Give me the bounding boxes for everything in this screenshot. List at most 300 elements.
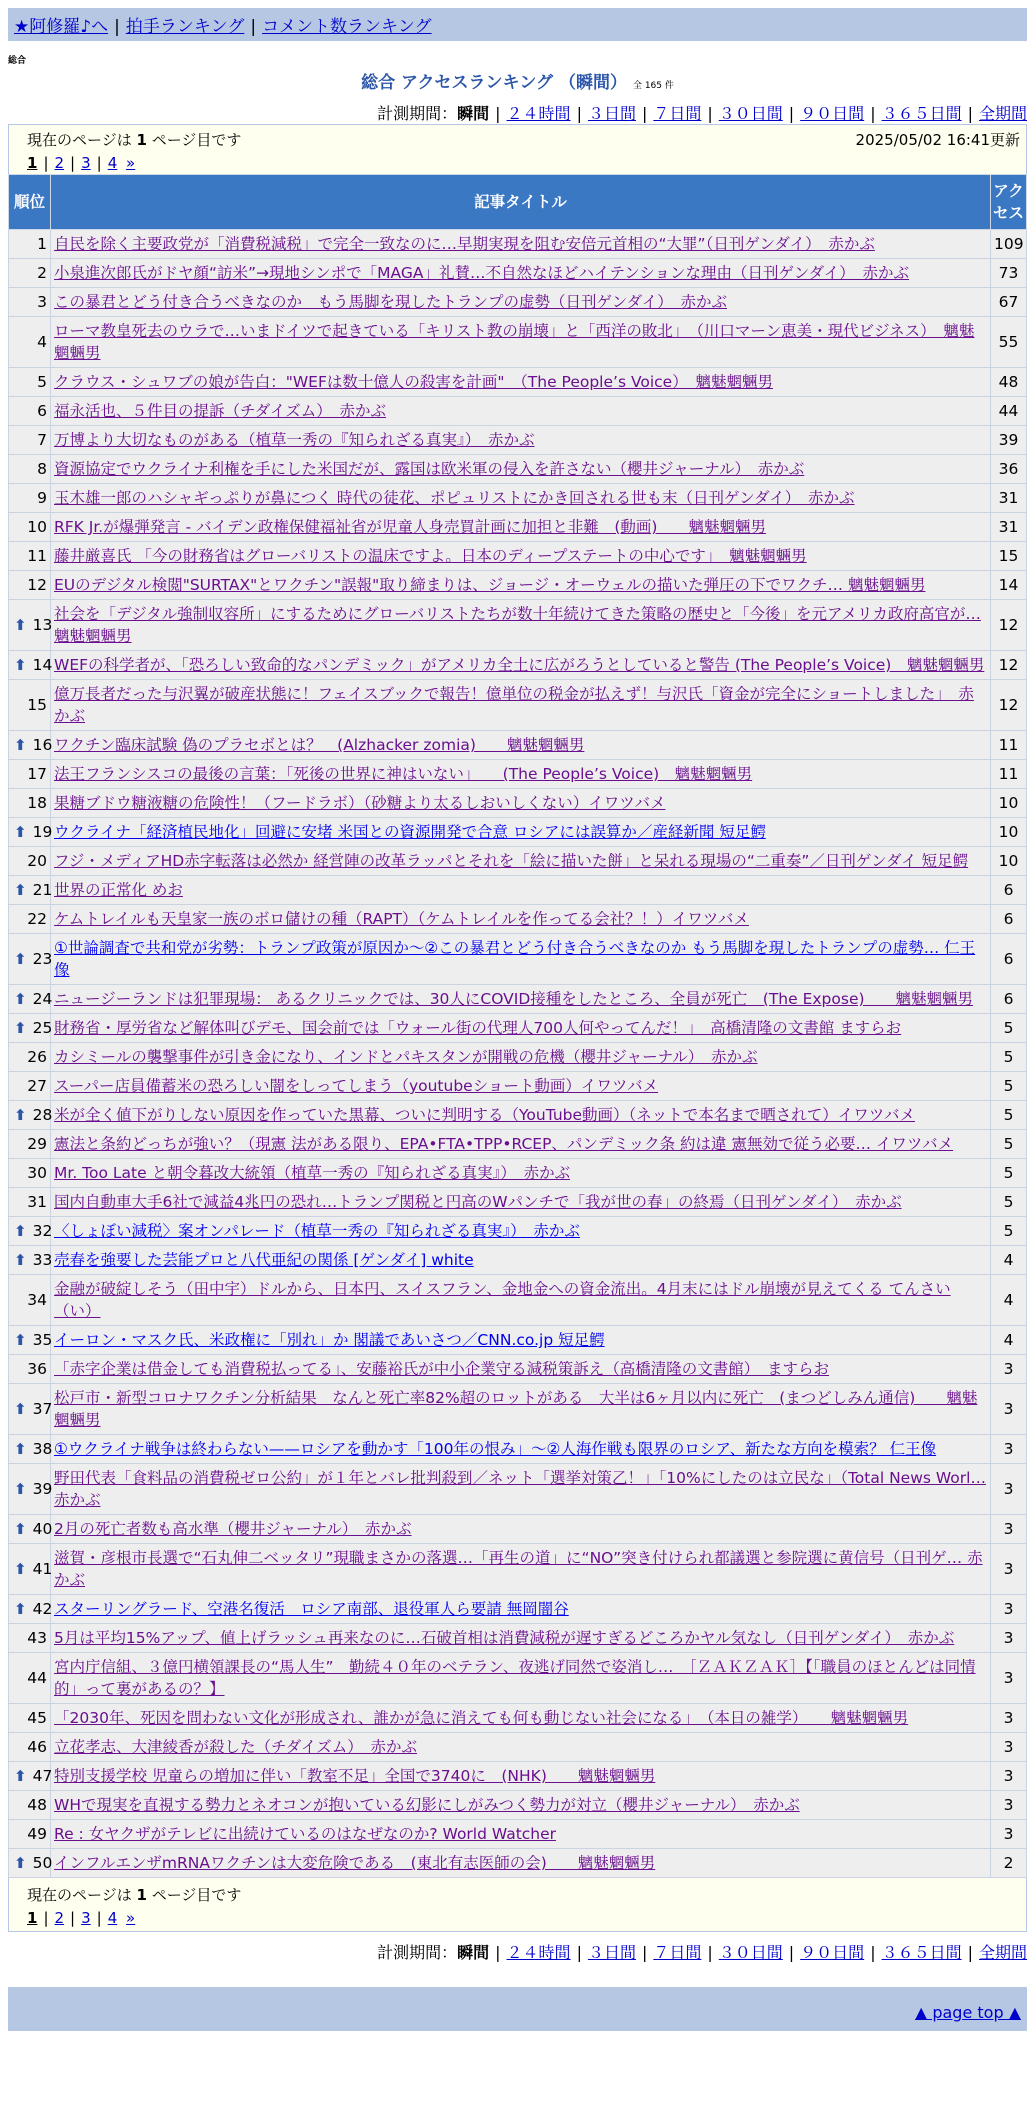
article-link[interactable]: 野田代表「食料品の消費税ゼロ公約」が１年とバレ批判殺到／ネット「選挙対策乙！」「10%にしたのは立民な」（Total News Worl… 赤かぶ: [54, 1469, 986, 1509]
table-row: [9, 1515, 1027, 1544]
table-row: [9, 1014, 1027, 1043]
rank-cell: [9, 1595, 51, 1624]
rank-cell: [9, 818, 51, 847]
ranking-heading: [8, 68, 1027, 93]
access-count: 14: [991, 571, 1027, 600]
rank-cell: [9, 1820, 51, 1849]
access-count: 3: [991, 1653, 1027, 1704]
page-links-bottom: [27, 1909, 1020, 1927]
page-separator: |: [96, 154, 102, 172]
article-link[interactable]: ワクチン臨床試験 偽のプラセボとは？ (Alzhacker zomia) 魑魅魍魎男: [54, 736, 585, 754]
table-row: [9, 789, 1027, 818]
period-link[interactable]: ７日間: [653, 104, 702, 123]
rank-up-icon: ⬆: [14, 736, 27, 754]
rank-cell: [9, 905, 51, 934]
rank-number: 10: [27, 518, 47, 536]
period-selector-bottom: [8, 1940, 1027, 1963]
rank-number: 48: [27, 1796, 47, 1814]
article-link[interactable]: 「赤字企業は借金しても消費税払ってる」、安藤裕氏が中小企業守る減税策訴え（高橋清隆の文書館） ますらお: [54, 1360, 830, 1378]
table-row: [9, 455, 1027, 484]
rank-cell: [9, 1624, 51, 1653]
article-link[interactable]: 万博より大切なものがある（植草一秀の『知られざる真実』） 赤かぶ: [54, 431, 535, 449]
rank-cell: [9, 760, 51, 789]
article-link[interactable]: 滋賀・彦根市長選で“石丸伸二ベッタリ”現職まさかの落選…「再生の道」に“NO”突き付けられ都議選と参院選に黄信号（日刊ゲ… 赤かぶ: [54, 1549, 983, 1589]
table-row: [9, 1326, 1027, 1355]
access-count: 4: [991, 1275, 1027, 1326]
rank-cell: [9, 1653, 51, 1704]
title-cell: [51, 426, 991, 455]
rank-cell: [9, 1014, 51, 1043]
page-separator: |: [43, 154, 49, 172]
total-count: 全 165 件: [632, 81, 674, 91]
rank-number: 30: [27, 1164, 47, 1182]
period-link[interactable]: ２４時間: [506, 104, 571, 123]
rank-cell: [9, 651, 51, 680]
article-link[interactable]: この暴君とどう付き合うべきなのか もう馬脚を現したトランプの虚勢（日刊ゲンダイ） 赤かぶ: [54, 293, 728, 311]
access-count: 31: [991, 513, 1027, 542]
title-cell: [51, 1762, 991, 1791]
page-link[interactable]: 4: [107, 154, 118, 172]
rank-cell: [9, 1326, 51, 1355]
rank-cell: [9, 288, 51, 317]
article-link[interactable]: 2月の死亡者数も高水準（櫻井ジャーナル） 赤かぶ: [54, 1520, 412, 1538]
title-cell: [51, 288, 991, 317]
page-link[interactable]: 3: [81, 154, 91, 172]
title-cell: [51, 1072, 991, 1101]
rank-number: 40: [32, 1520, 53, 1538]
access-count: 3: [991, 1624, 1027, 1653]
title-cell: [51, 934, 991, 985]
access-count: 3: [991, 1515, 1027, 1544]
table-row: [9, 1101, 1027, 1130]
table-row: [9, 1384, 1027, 1435]
article-link[interactable]: 国内自動車大手6社で減益4兆円の恐れ…トランプ関税と円高のWパンチで「我が世の春」の終焉（日刊ゲンダイ） 赤かぶ: [54, 1193, 902, 1211]
rank-number: 7: [37, 431, 47, 449]
rank-cell: [9, 934, 51, 985]
table-row: [9, 484, 1027, 513]
rank-up-icon: ⬆: [14, 1440, 27, 1458]
article-link[interactable]: EUのデジタル検閲"SURTAX"とワクチン"誤報"取り締まりは、ジョージ・オーウェルの描いた弾圧の下でワクチ… 魑魅魍魎男: [54, 576, 926, 594]
access-count: 3: [991, 1791, 1027, 1820]
article-link[interactable]: 果糖ブドウ糖液糖の危険性！（フードラボ）（砂糖より太るしおいしくない）イワツバメ: [54, 794, 666, 812]
article-link[interactable]: 福永活也、５件目の提訴（チダイズム） 赤かぶ: [54, 402, 387, 420]
article-link[interactable]: ケムトレイルも天皇家一族のボロ儲けの種（RAPT）（ケムトレイルを作ってる会社？！）イワツバメ: [54, 910, 749, 928]
rank-cell: [9, 397, 51, 426]
table-row: [9, 1435, 1027, 1464]
period-separator: |: [707, 1943, 713, 1962]
table-row: [9, 426, 1027, 455]
article-link[interactable]: WEFの科学者が、「恐ろしい致命的なパンデミック」がアメリカ全土に広がろうとしていると警告 (The People’s Voice) 魑魅魍魎男: [54, 656, 985, 674]
access-count: 10: [991, 847, 1027, 876]
title-cell: [51, 1820, 991, 1849]
rank-number: 5: [37, 373, 47, 391]
title-cell: [51, 731, 991, 760]
rank-number: 37: [32, 1400, 53, 1418]
col-header-rank: 順位: [9, 175, 51, 230]
access-count: 3: [991, 1544, 1027, 1595]
title-cell: [51, 680, 991, 731]
col-header-access: アクセス: [991, 175, 1027, 230]
table-row: [9, 397, 1027, 426]
table-row: [9, 368, 1027, 397]
article-link[interactable]: ①世論調査で共和党が劣勢：トランプ政策が原因か～②この暴君とどう付き合うべきなのか もう馬脚を現したトランプの虚勢… 仁王像: [54, 939, 976, 979]
table-row: [9, 1733, 1027, 1762]
title-cell: [51, 985, 991, 1014]
title-cell: [51, 600, 991, 651]
access-count: 3: [991, 1435, 1027, 1464]
article-link[interactable]: 法王フランシスコの最後の言葉：「死後の世界に神はいない」 (The People’s Voice) 魑魅魍魎男: [54, 765, 753, 783]
period-link[interactable]: ３０日間: [718, 1943, 783, 1962]
period-label: 計測期間：: [377, 104, 458, 123]
rank-up-icon: ⬆: [14, 881, 27, 899]
rank-cell: [9, 1246, 51, 1275]
period-link[interactable]: 全期間: [978, 104, 1027, 123]
rank-cell: [9, 1762, 51, 1791]
rank-number: 27: [27, 1077, 47, 1095]
rank-number: 38: [32, 1440, 53, 1458]
rank-up-icon: ⬆: [14, 1019, 27, 1037]
table-row: [9, 1464, 1027, 1515]
rank-number: 44: [27, 1669, 47, 1687]
rank-number: 24: [32, 990, 53, 1008]
table-row: [9, 1849, 1027, 1878]
title-cell: [51, 1217, 991, 1246]
category-label: 総合: [8, 56, 27, 66]
rank-cell: [9, 259, 51, 288]
article-link[interactable]: 玉木雄一郎のハシャギっぷりが鼻につく 時代の徒花、ポピュリストにかき回される世も末（日刊ゲンダイ） 赤かぶ: [54, 489, 855, 507]
article-link[interactable]: インフルエンザmRNAワクチンは大変危険である (東北有志医師の会) 魑魅魍魎男: [54, 1854, 656, 1872]
access-count: 5: [991, 1188, 1027, 1217]
table-row: [9, 651, 1027, 680]
rank-number: 25: [32, 1019, 53, 1037]
rank-cell: [9, 484, 51, 513]
article-link[interactable]: WHで現実を直視する勢力とネオコンが抱いている幻影にしがみつく勢力が対立（櫻井ジャーナル） 赤かぶ: [54, 1796, 800, 1814]
rank-cell: [9, 985, 51, 1014]
access-count: 5: [991, 1217, 1027, 1246]
rank-number: 23: [32, 950, 53, 968]
table-row: [9, 760, 1027, 789]
rank-number: 35: [32, 1331, 53, 1349]
period-link[interactable]: ２４時間: [506, 1943, 571, 1962]
access-count: 36: [991, 455, 1027, 484]
title-cell: [51, 1544, 991, 1595]
page-link[interactable]: 2: [54, 154, 65, 172]
rank-number: 22: [27, 910, 47, 928]
table-row: [9, 1072, 1027, 1101]
article-link[interactable]: 米が全く値下がりしない原因を作っていた黒幕、ついに判明する（YouTube動画）（ネットで本名まで晒されて）イワツバメ: [54, 1106, 915, 1124]
rank-number: 18: [27, 794, 47, 812]
period-link[interactable]: ３６５日間: [881, 1943, 962, 1962]
access-count: 3: [991, 1762, 1027, 1791]
article-link[interactable]: 松戸市・新型コロナワクチン分析結果 なんと死亡率82%超のロットがある 大半は6ヶ月以内に死亡 (まつどしみん通信) 魑魅魍魎男: [54, 1389, 978, 1429]
rank-cell: [9, 368, 51, 397]
rank-cell: [9, 1101, 51, 1130]
title-cell: [51, 1188, 991, 1217]
article-link[interactable]: ウクライナ「経済植民地化」回避に安堵 米国との資源開発で合意 ロシアには誤算か／産経新聞 短足鰐: [54, 823, 766, 841]
title-cell: [51, 1275, 991, 1326]
article-link[interactable]: 藤井厳喜氏 「今の財務省はグローバリストの温床ですよ。日本のディープステートの中心です」 魑魅魍魎男: [54, 547, 807, 565]
table-row: [9, 1188, 1027, 1217]
page-separator: |: [70, 1909, 76, 1927]
rank-number: 3: [37, 293, 47, 311]
rank-cell: [9, 1464, 51, 1515]
title-cell: [51, 760, 991, 789]
table-row: [9, 230, 1027, 259]
title-cell: [51, 1791, 991, 1820]
access-count: 3: [991, 1595, 1027, 1624]
table-row: [9, 905, 1027, 934]
article-link[interactable]: クラウス・シュワブの娘が告白："WEFは数十億人の殺害を計画" （The People’s Voice） 魑魅魍魎男: [54, 373, 773, 391]
table-row: [9, 1653, 1027, 1704]
table-row: [9, 288, 1027, 317]
rank-number: 26: [27, 1048, 47, 1066]
period-separator: |: [707, 104, 713, 123]
period-link[interactable]: ３日間: [587, 104, 636, 123]
table-row: [9, 1544, 1027, 1595]
period-link[interactable]: ３６５日間: [881, 104, 962, 123]
article-link[interactable]: 憲法と条約どっちが強い？（現憲 法がある限り、EPA•FTA•TPP•RCEP、パンデミック条 約は違 憲無効で従う必要… イワツバメ: [54, 1135, 954, 1153]
article-link[interactable]: Re : 女ヤクザがテレビに出続けているのはなぜなのか? World Watcher: [54, 1825, 557, 1843]
rank-number: 47: [32, 1767, 53, 1785]
article-link[interactable]: 億万長者だった与沢翼が破産状態に！フェイスブックで報告！億単位の税金が払えず！与沢氏「資金が完全にショートしました」 赤かぶ: [54, 685, 974, 725]
access-count: 5: [991, 1072, 1027, 1101]
title-cell: [51, 1515, 991, 1544]
next-page-link[interactable]: »: [126, 1909, 136, 1927]
article-link[interactable]: カシミールの襲撃事件が引き金になり、インドとパキスタンが開戦の危機（櫻井ジャーナル） 赤かぶ: [54, 1048, 758, 1066]
pager-bottom: [8, 1878, 1027, 1932]
rank-cell: [9, 789, 51, 818]
period-current: 瞬間: [457, 1943, 490, 1962]
article-link[interactable]: ①ウクライナ戦争は終わらない——ロシアを動かす「100年の恨み」～②人海作戦も限界のロシア、新たな方向を模索？ 仁王像: [54, 1440, 937, 1458]
rank-up-icon: ⬆: [14, 1251, 27, 1269]
article-link[interactable]: 財務省・厚労省など解体叫びデモ、国会前では「ウォール街の代理人700人何やってんだ！」 高橋清隆の文書館 ますらお: [54, 1019, 902, 1037]
access-count: 3: [991, 1733, 1027, 1762]
page-link[interactable]: 2: [54, 1909, 65, 1927]
rank-cell: [9, 426, 51, 455]
title-cell: [51, 1246, 991, 1275]
access-count: 6: [991, 876, 1027, 905]
period-separator: |: [641, 104, 648, 123]
access-count: 3: [991, 1820, 1027, 1849]
access-count: 11: [991, 731, 1027, 760]
table-row: [9, 1159, 1027, 1188]
article-link[interactable]: 自民を除く主要政党が「消費税減税」で完全一致なのに…早期実現を阻む安倍元首相の“大罪”（日刊ゲンダイ） 赤かぶ: [54, 235, 875, 253]
rank-number: 12: [27, 576, 47, 594]
page-link[interactable]: 3: [81, 1909, 91, 1927]
period-separator: |: [641, 1943, 648, 1962]
period-label: 計測期間：: [377, 1943, 458, 1962]
article-link[interactable]: 金融が破綻しそう（田中宇）ドルから、日本円、スイスフラン、金地金への資金流出。4月末にはドル崩壊が見えてくる てんさい（い）: [54, 1280, 951, 1320]
access-count: 3: [991, 1704, 1027, 1733]
rank-cell: [9, 317, 51, 368]
current-page-text: 現在のページは 1 ページ目です: [27, 131, 242, 149]
rank-number: 20: [27, 852, 47, 870]
table-row: [9, 1762, 1027, 1791]
title-cell: [51, 1435, 991, 1464]
title-cell: [51, 847, 991, 876]
title-cell: [51, 818, 991, 847]
title-cell: [51, 1326, 991, 1355]
rank-cell: [9, 847, 51, 876]
title-cell: [51, 1043, 991, 1072]
rank-up-icon: ⬆: [14, 1854, 27, 1872]
article-link[interactable]: 社会を「デジタル強制収容所」にするためにグローバリストたちが数十年続けてきた策略の歴史と「今後」を元アメリカ政府高官が… 魑魅魍魎男: [54, 605, 981, 645]
rank-number: 15: [27, 696, 47, 714]
table-row: [9, 1355, 1027, 1384]
table-row: [9, 1791, 1027, 1820]
article-link[interactable]: ローマ教皇死去のウラで…いまドイツで起きている「キリスト教の崩壊」と「西洋の敗北」 （川口マーン恵美・現代ビジネス） 魑魅魍魎男: [54, 322, 975, 362]
article-link[interactable]: スターリングラード、空港名復活 ロシア南部、退役軍人ら要請 無岡闇谷: [54, 1600, 569, 1618]
access-count: 3: [991, 1355, 1027, 1384]
rank-up-icon: ⬆: [14, 1767, 27, 1785]
article-link[interactable]: 5月は平均15%アップ、値上げラッシュ再来なのに…石破首相は消費減税が遅すぎるどころかヤル気なし（日刊ゲンダイ） 赤かぶ: [54, 1629, 955, 1647]
access-count: 55: [991, 317, 1027, 368]
period-link[interactable]: 全期間: [978, 1943, 1027, 1962]
rank-number: 9: [37, 489, 47, 507]
access-count: 4: [991, 1246, 1027, 1275]
title-cell: [51, 1159, 991, 1188]
article-link[interactable]: 「2030年、死因を問わない文化が形成され、誰かが急に消えても何も動じない社会になる」 （本日の雑学） 魑魅魍魎男: [54, 1709, 909, 1727]
title-cell: [51, 513, 991, 542]
applause-ranking-link[interactable]: 拍手ランキング: [125, 17, 245, 37]
access-count: 5: [991, 1101, 1027, 1130]
access-count: 48: [991, 368, 1027, 397]
article-link[interactable]: ニュージーランドは犯罪現場： あるクリニックでは、30人にCOVID接種をしたところ、全員が死亡 (The Expose) 魑魅魍魎男: [54, 990, 974, 1008]
period-link[interactable]: ３日間: [587, 1943, 636, 1962]
article-link[interactable]: 立花孝志、大津綾香が殺した（チダイズム） 赤かぶ: [54, 1738, 418, 1756]
rank-number: 2: [37, 264, 47, 282]
page-separator: |: [70, 154, 76, 172]
rank-cell: [9, 1849, 51, 1878]
comment-ranking-link[interactable]: コメント数ランキング: [262, 17, 432, 37]
rank-number: 8: [37, 460, 47, 478]
access-count: 73: [991, 259, 1027, 288]
article-link[interactable]: 世界の正常化 めお: [54, 881, 183, 899]
article-link[interactable]: 資源協定でウクライナ利権を手にした米国だが、露国は欧米軍の侵入を許さない（櫻井ジャーナル） 赤かぶ: [54, 460, 805, 478]
rank-number: 6: [37, 402, 47, 420]
access-count: 6: [991, 905, 1027, 934]
article-link[interactable]: 小泉進次郎氏がドヤ顔“訪米”→現地シンポで「MAGA」礼賛…不自然なほどハイテンションな理由（日刊ゲンダイ） 赤かぶ: [54, 264, 910, 282]
access-count: 4: [991, 1326, 1027, 1355]
access-count: 5: [991, 1159, 1027, 1188]
table-row: [9, 1624, 1027, 1653]
rank-up-icon: ⬆: [14, 990, 27, 1008]
period-link[interactable]: ９０日間: [800, 104, 865, 123]
rank-number: 36: [27, 1360, 47, 1378]
rank-cell: [9, 230, 51, 259]
next-page-link[interactable]: »: [126, 154, 136, 172]
rank-cell: [9, 542, 51, 571]
page-top-link[interactable]: ▲ page top ▲: [914, 2003, 1021, 2022]
rank-number: 49: [27, 1825, 47, 1843]
page-links-top: [27, 154, 1020, 172]
title-cell: [51, 1464, 991, 1515]
rank-cell: [9, 1355, 51, 1384]
article-link[interactable]: 〈しょぼい減税〉案オンパレード（植草一秀の『知られざる真実』） 赤かぶ: [54, 1222, 580, 1240]
page-title: 総合 アクセスランキング （瞬間）: [361, 73, 627, 93]
rank-cell: [9, 1217, 51, 1246]
title-cell: [51, 1595, 991, 1624]
table-row: [9, 542, 1027, 571]
page-link[interactable]: 4: [107, 1909, 118, 1927]
access-count: 44: [991, 397, 1027, 426]
access-count: 5: [991, 1043, 1027, 1072]
period-separator: |: [788, 104, 795, 123]
rank-number: 45: [27, 1709, 47, 1727]
page-separator: |: [96, 1909, 102, 1927]
table-row: [9, 876, 1027, 905]
article-link[interactable]: イーロン・マスク氏、米政権に「別れ」か 閣議であいさつ／CNN.co.jp 短足鰐: [54, 1331, 605, 1349]
article-link[interactable]: 特別支援学校 児童らの増加に伴い「教室不足」全国で3740に (NHK) 魑魅魍魎男: [54, 1767, 656, 1785]
table-row: [9, 818, 1027, 847]
table-row: [9, 1595, 1027, 1624]
rank-number: 31: [27, 1193, 47, 1211]
access-count: 12: [991, 651, 1027, 680]
period-separator: |: [967, 1943, 973, 1962]
rank-number: 33: [32, 1251, 53, 1269]
title-cell: [51, 1733, 991, 1762]
article-link[interactable]: 売春を強要した芸能プロと八代亜紀の関係 [ゲンダイ] white: [54, 1251, 474, 1269]
access-count: 12: [991, 680, 1027, 731]
rank-cell: [9, 1791, 51, 1820]
updated-timestamp: 2025/05/02 16:41更新: [855, 131, 1020, 149]
period-link[interactable]: ９０日間: [800, 1943, 865, 1962]
rank-cell: [9, 1159, 51, 1188]
rank-cell: [9, 1130, 51, 1159]
article-link[interactable]: Mr. Too Late と朝令暮改大統領（植草一秀の『知られざる真実』） 赤かぶ: [54, 1164, 571, 1182]
rank-number: 4: [37, 333, 47, 351]
access-count: 11: [991, 760, 1027, 789]
rank-cell: [9, 1515, 51, 1544]
title-cell: [51, 571, 991, 600]
rank-number: 43: [27, 1629, 47, 1647]
period-separator: |: [576, 1943, 582, 1962]
article-link[interactable]: RFK Jr.が爆弾発言 - バイデン政権保健福祉省が児童人身売買計画に加担と非難 (動画) 魑魅魍魎男: [54, 518, 766, 536]
current-page-text: 現在のページは 1 ページ目です: [27, 1886, 242, 1904]
rank-cell: [9, 1072, 51, 1101]
title-cell: [51, 651, 991, 680]
table-row: [9, 1217, 1027, 1246]
rank-up-icon: ⬆: [14, 1222, 27, 1240]
title-cell: [51, 1014, 991, 1043]
table-row: [9, 1820, 1027, 1849]
article-link[interactable]: 宮内庁信組、３億円横領課長の“馬人生” 勤続４０年のベテラン、夜逃げ同然で姿消し… ［ＺＡＫＺＡＫ］【「職員のほとんどは同情的」って裏があるの？】: [54, 1658, 976, 1698]
rank-up-icon: ⬆: [14, 656, 27, 674]
period-link[interactable]: ７日間: [653, 1943, 702, 1962]
table-row: [9, 317, 1027, 368]
title-cell: [51, 1653, 991, 1704]
article-link[interactable]: スーパー店員備蓄米の恐ろしい闇をしってしまう（youtubeショート動画）イワツバメ: [54, 1077, 659, 1095]
rank-up-icon: ⬆: [14, 1106, 27, 1124]
article-link[interactable]: フジ・メディアHD赤字転落は必然か 経営陣の改革ラッパとそれを「絵に描いた餅」と呆れる現場の“二重奏”／日刊ゲンダイ 短足鰐: [54, 852, 969, 870]
rank-number: 42: [32, 1600, 53, 1618]
rank-cell: [9, 731, 51, 760]
access-count: 67: [991, 288, 1027, 317]
period-link[interactable]: ３０日間: [718, 104, 783, 123]
access-count: 6: [991, 985, 1027, 1014]
title-cell: [51, 1130, 991, 1159]
page-separator: |: [43, 1909, 49, 1927]
ranking-table: [8, 174, 1027, 1878]
rank-up-icon: ⬆: [14, 1520, 27, 1538]
period-separator: |: [870, 1943, 876, 1962]
col-header-title: 記事タイトル: [51, 175, 991, 230]
rank-number: 11: [27, 547, 47, 565]
top-nav-bar: [8, 8, 1027, 41]
rank-up-icon: ⬆: [14, 1560, 27, 1578]
access-count: 2: [991, 1849, 1027, 1878]
home-link[interactable]: ★阿修羅♪へ: [14, 17, 109, 37]
